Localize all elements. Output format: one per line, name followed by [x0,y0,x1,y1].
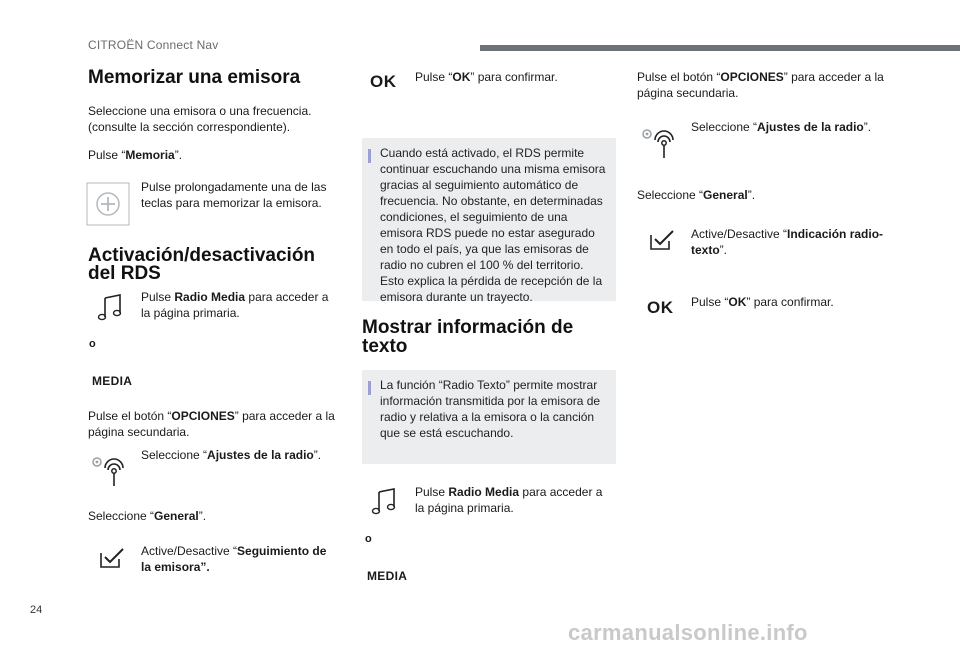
info-accent-bar [368,149,371,163]
checkbox-checked-icon [648,228,676,252]
radio-settings-icon [640,126,680,162]
indicacion-line1: Active/Desactive “Indicación radio- [691,227,884,241]
info-box-radiotexto [362,370,616,464]
seguimiento-line1: Active/Desactive “Seguimiento de [141,544,327,558]
ok-confirm-text-col3: Pulse “OK” para confirmar. [691,295,834,309]
ok-confirm-text: Pulse “OK” para confirmar. [415,70,558,84]
radio-media-line2: la página primaria. [141,306,240,320]
radio-media-line1-col2: Pulse Radio Media para acceder a [415,485,603,499]
ajustes-text-col3: Seleccione “Ajustes de la radio”. [691,120,872,134]
radio-settings-icon [90,454,130,490]
header-bar [480,45,960,51]
pulse-memoria-text: Pulse “Memoria”. [88,148,183,162]
radio-media-line1: Pulse Radio Media para acceder a [141,290,329,304]
music-note-icon [96,292,126,322]
info-radiotexto-text: La función “Radio Texto” permite mostrar información transmitida por la emisora de radio y relativa a la emisora o la canción que se está escuchando. [380,378,601,440]
opciones-line2-col3: página secundaria. [637,86,739,100]
info-box-rds [362,138,616,304]
music-note-icon [370,486,400,516]
info-accent-bar [368,381,371,395]
ok-label: OK [647,298,674,317]
section-title-texto-l2: texto [362,336,408,357]
general-text-col3: Seleccione “General”. [637,188,756,202]
radio-media-line2-col2: la página primaria. [415,501,514,515]
or-text: o [365,533,372,545]
press-line1: Pulse prolongadamente una de las [141,180,327,194]
press-line2: teclas para memorizar la emisora. [141,196,322,210]
watermark: carmanualsonline.info [568,620,808,645]
checkbox-checked-icon [98,546,126,570]
or-text: o [89,338,96,350]
plus-circle-icon [86,182,130,226]
section-title-memorizar: Memorizar una emisora [88,67,301,88]
header-brand: CITROËN Connect Nav [88,38,219,52]
sec1-intro-line2: (consulte la sección correspondiente). [88,120,291,134]
ajustes-text: Seleccione “Ajustes de la radio”. [141,448,322,462]
opciones-line1: Pulse el botón “OPCIONES” para acceder a la [88,409,335,423]
indicacion-line2: texto”. [691,243,728,257]
media-label: MEDIA [367,569,408,583]
ok-label: OK [370,72,397,91]
sec1-intro-line1: Seleccione una emisora o una frecuencia. [88,104,312,118]
opciones-line2: página secundaria. [88,425,190,439]
opciones-line1-col3: Pulse el botón “OPCIONES” para acceder a la [637,70,884,84]
section-title-texto-l1: Mostrar información de [362,317,574,338]
page-number: 24 [30,604,43,616]
seguimiento-line2: la emisora”. [141,560,210,574]
media-label: MEDIA [92,374,133,388]
info-rds-text: Cuando está activado, el RDS permite continuar escuchando una misma emisora gracias al seguimiento automático de frecuencia. No obstante, en determinadas condiciones, el seguimiento de una emisora RDS puede no estar asegurado en todo el país, ya que las emisoras de radio no cubren el 100 % del territorio. Esto explica la pérdida de recepción de la emisora durante un trayecto. [380,146,606,304]
general-text: Seleccione “General”. [88,509,207,523]
section-title-rds-l2: del RDS [88,263,161,284]
section-title-rds-l1: Activación/desactivación [88,245,316,266]
